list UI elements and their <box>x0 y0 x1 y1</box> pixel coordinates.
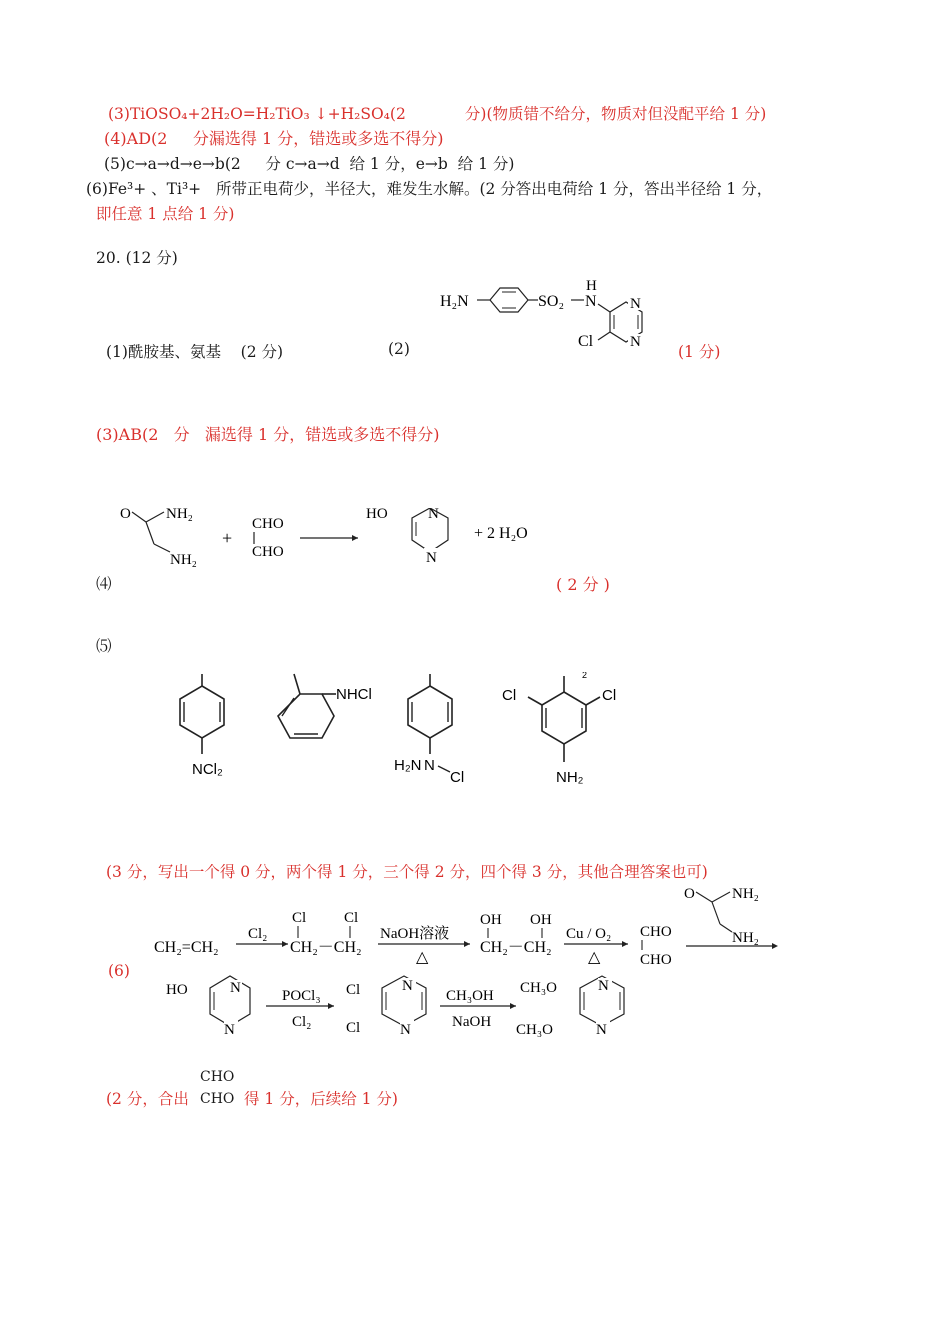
route-reagent-5a: POCl₃ <box>282 988 321 1004</box>
route-r4-nh2: NH₂ <box>732 930 759 946</box>
label-nh2-top: NH₂ <box>166 508 193 522</box>
route-delta-2: △ <box>588 949 601 966</box>
isomer-b <box>278 674 372 738</box>
label-nhcl: NHCl <box>336 686 372 703</box>
route-reagent-1: Cl₂ <box>248 926 268 942</box>
route-i2: CH₂－CH₂ <box>480 939 552 956</box>
note-cho-glyoxal <box>200 1066 234 1110</box>
label-n-c: N <box>424 757 435 774</box>
route-p-n2: N <box>596 1022 607 1038</box>
route-reagent-3: Cu / O₂ <box>566 926 612 942</box>
route-p-n1: N <box>598 978 609 994</box>
route-delta-1: △ <box>416 949 429 966</box>
label-ncl2: NCl₂ <box>192 761 223 778</box>
answer-19-3: (3)TiOSO₄+2H₂O=H₂TiO₃ ↓+H₂SO₄(2 分)(物质错不给分，物质对但没配平给 1 分) <box>108 105 767 123</box>
label-nh2-d: NH₂ <box>556 769 584 786</box>
route-i5-cl1: Cl <box>346 982 361 998</box>
question-20-header: 20. (12 分) <box>96 249 178 267</box>
answer-20-4-label: ⑷ <box>96 575 112 593</box>
route-i2-oh1: OH <box>480 912 502 928</box>
route-reagent-6b: NaOH <box>452 1014 492 1030</box>
label-ring-n1: N <box>630 296 641 312</box>
label-cl: Cl <box>578 333 594 350</box>
route-i1-cl1: Cl <box>292 910 307 926</box>
plus-sign: + <box>222 528 233 548</box>
structure-sulfonamide <box>430 268 670 360</box>
route-i1-cl2: Cl <box>344 910 359 926</box>
label-cho2: CHO <box>252 544 284 560</box>
route-i5-n2: N <box>400 1022 411 1038</box>
synthesis-route <box>150 878 790 1048</box>
product-water: + 2 H₂O <box>474 525 528 542</box>
isomer-a <box>180 674 224 778</box>
note-cho-2: CHO <box>200 1091 235 1107</box>
isomer-c <box>394 674 464 786</box>
label-h2n-c: H₂N <box>394 757 422 774</box>
route-start: CH₂=CH₂ <box>154 939 219 956</box>
route-p-o1: CH₃O <box>520 980 557 996</box>
label-cho1: CHO <box>252 516 284 532</box>
label-o: O <box>120 508 131 522</box>
isomer-structures <box>166 672 636 792</box>
label-so2: SO₂ <box>538 293 565 310</box>
route-i3-a: CHO <box>640 924 672 940</box>
label-n: N <box>585 293 597 310</box>
label-ring-n2: N <box>630 334 641 350</box>
answer-20-3: (3)AB(2 分 漏选得 1 分，错选或多选不得分) <box>96 425 440 444</box>
route-i1: CH₂－CH₂ <box>290 939 362 956</box>
answer-20-5-note: (3 分，写出一个得 0 分，两个得 1 分，三个得 2 分，四个得 3 分，其他合理答案也可) <box>106 863 708 881</box>
label-n-top: N <box>428 508 439 522</box>
label-cl1-d: Cl <box>502 687 517 704</box>
answer-20-5-label: ⑸ <box>96 637 112 655</box>
answer-20-6-label: (6) <box>108 962 130 980</box>
isomer-d <box>502 672 616 786</box>
route-i5-cl2: Cl <box>346 1020 361 1036</box>
route-reagent-6a: CH₃OH <box>446 988 494 1004</box>
label-h: H <box>586 278 597 294</box>
answer-20-2-score: (1 分) <box>678 343 721 361</box>
answer-19-6-line2: 即任意 1 点给 1 分) <box>96 205 235 223</box>
answer-20-6-note-b: 得 1 分，后续给 1 分) <box>244 1090 398 1108</box>
answer-19-5: (5)c→a→d→e→b(2 分 c→a→d 给 1 分，e→b 给 1 分) <box>104 155 515 173</box>
equation-q4 <box>118 508 558 574</box>
route-i5-n1: N <box>402 978 413 994</box>
label-cl2-d: Cl <box>602 687 617 704</box>
route-i3-b: CHO <box>640 952 672 968</box>
answer-20-2-label: (2) <box>388 340 410 358</box>
label-h2n: H₂N <box>440 293 469 310</box>
answer-19-4: (4)AD(2 分漏选得 1 分，错选或多选不得分) <box>104 129 444 148</box>
answer-20-6-note-a: (2 分，合出 <box>106 1090 189 1108</box>
label-nh2: NH₂ <box>170 552 197 568</box>
route-i2-oh2: OH <box>530 912 552 928</box>
answer-19-6-line1: (6)Fe³+ 、Ti³+ 所带正电荷少，半径大，难发生水解。(2 分答出电荷给 1 分，答出半径给 1 分， <box>86 180 773 198</box>
route-i4-n2: N <box>224 1022 235 1038</box>
route-r4-o: O <box>684 886 695 902</box>
route-reagent-2: NaOH溶液 <box>380 926 450 942</box>
route-reagent-5b: Cl₂ <box>292 1014 312 1030</box>
label-n-bot: N <box>426 550 437 566</box>
answer-20-1: (1)酰胺基、氨基 (2 分) <box>106 343 284 361</box>
label-top-d: 2 <box>582 672 588 680</box>
note-cho-1: CHO <box>200 1069 235 1085</box>
answer-20-4-score: ( 2 分 ) <box>556 575 610 594</box>
route-i4-n1: N <box>230 980 241 996</box>
label-cl-c: Cl <box>450 769 465 786</box>
route-r4-nh2-top: NH₂ <box>732 886 759 902</box>
route-i4-ho: HO <box>166 982 188 998</box>
route-p-o2: CH₃O <box>516 1022 553 1038</box>
label-ho: HO <box>366 508 388 522</box>
